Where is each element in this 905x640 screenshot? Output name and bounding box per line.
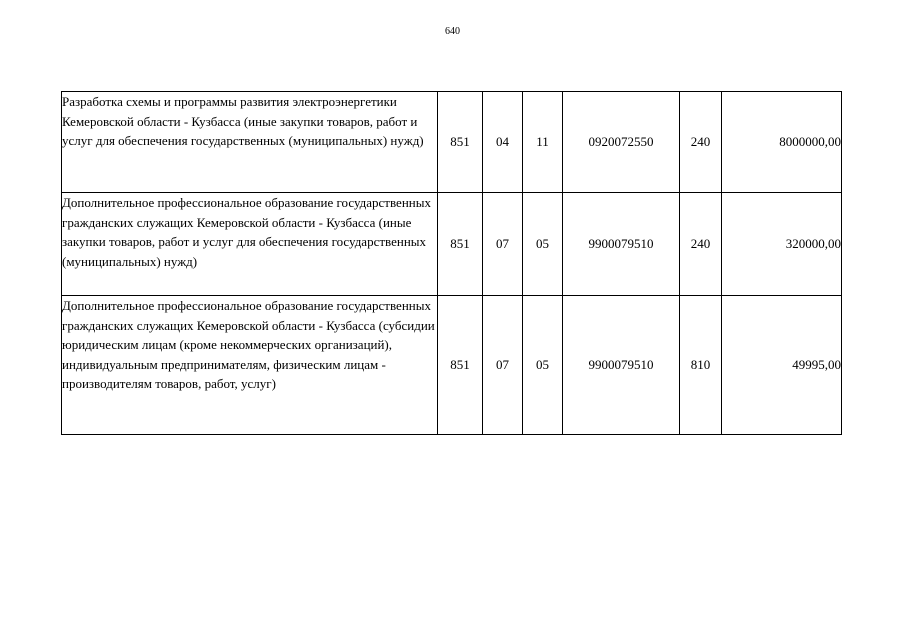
amount: 8000000,00 xyxy=(722,92,842,193)
row-description: Разработка схемы и программы развития электроэнергетики Кемеровской области - Кузбасса (иные закупки товаров, работ и услуг для обеспечения государственных (муниципальных) нужд) xyxy=(62,92,438,193)
amount: 320000,00 xyxy=(722,193,842,296)
expense-type-code: 240 xyxy=(680,92,722,193)
target-article-code: 0920072550 xyxy=(563,92,680,193)
expense-type-code: 240 xyxy=(680,193,722,296)
subsection-code: 05 xyxy=(523,296,563,435)
row-description: Дополнительное профессиональное образование государственных гражданских служащих Кемеровской области - Кузбасса (иные закупки товаров, работ и услуг для обеспечения государственных (муниципальных) нужд) xyxy=(62,193,438,296)
subsection-code: 11 xyxy=(523,92,563,193)
table-row xyxy=(62,193,842,296)
ministry-code: 851 xyxy=(438,296,483,435)
section-code: 04 xyxy=(483,92,523,193)
section-code: 07 xyxy=(483,193,523,296)
row-description: Дополнительное профессиональное образование государственных гражданских служащих Кемеровской области - Кузбасса (субсидии юридическим лицам (кроме некоммерческих организаций), индивидуальным предпринимателям, физическим лицам - производителям товаров, работ, услуг) xyxy=(62,296,438,435)
ministry-code: 851 xyxy=(438,92,483,193)
table-row xyxy=(62,296,842,435)
target-article-code: 9900079510 xyxy=(563,296,680,435)
section-code: 07 xyxy=(483,296,523,435)
page-number: 640 xyxy=(445,26,460,37)
table-row xyxy=(62,92,842,193)
subsection-code: 05 xyxy=(523,193,563,296)
expense-type-code: 810 xyxy=(680,296,722,435)
amount: 49995,00 xyxy=(722,296,842,435)
budget-table xyxy=(61,91,842,435)
target-article-code: 9900079510 xyxy=(563,193,680,296)
ministry-code: 851 xyxy=(438,193,483,296)
